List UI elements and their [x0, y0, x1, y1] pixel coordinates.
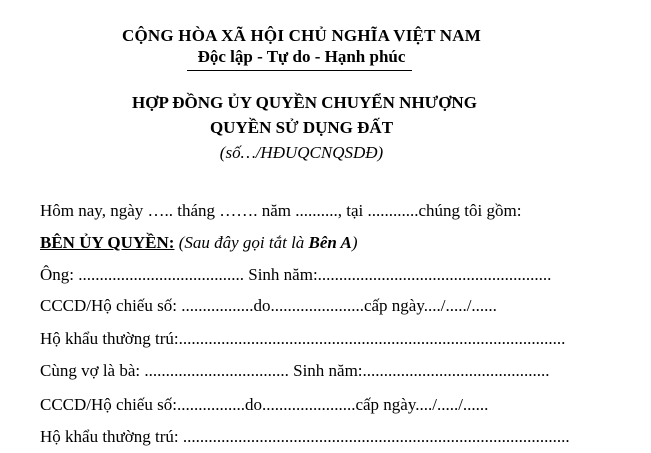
residence-line-2: Hộ khẩu thường trú: ...........................................................................................: [40, 427, 570, 446]
motto-underline: [187, 70, 412, 71]
id-line-2: CCCD/Hộ chiếu số:................do......................cấp ngày..../...../......: [40, 395, 489, 414]
id-line-1: CCCD/Hộ chiếu số: .................do......................cấp ngày..../...../......: [40, 296, 497, 315]
party-a-note-name: Bên A: [308, 233, 352, 252]
party-a-note-suffix: ): [351, 233, 358, 252]
party-a-line: [40, 233, 358, 253]
contract-title-line-1: HỢP ĐỒNG ỦY QUYỀN CHUYỂN NHƯỢNG: [132, 93, 477, 112]
wife-line: Cùng vợ là bà: .................................. Sinh năm:............................................: [40, 361, 550, 380]
mr-line: Ông: ....................................... Sinh năm:.......................................................: [40, 265, 552, 284]
party-a-note: [174, 233, 357, 252]
intro-line: Hôm nay, ngày ….. tháng ……. năm .........., tại ............chúng tôi gồm:: [40, 201, 522, 220]
party-a-heading: BÊN ỦY QUYỀN:: [40, 233, 175, 252]
national-title: CỘNG HÒA XÃ HỘI CHỦ NGHĨA VIỆT NAM: [122, 26, 481, 45]
party-a-note-prefix: (Sau đây gọi tắt là: [174, 233, 309, 252]
national-motto: Độc lập - Tự do - Hạnh phúc: [197, 47, 406, 66]
contract-number: (số…/HĐUQCNQSDĐ): [219, 143, 384, 162]
residence-line-1: Hộ khẩu thường trú:...........................................................................................: [40, 329, 566, 348]
contract-title-line-2: QUYỀN SỬ DỤNG ĐẤT: [209, 118, 394, 137]
